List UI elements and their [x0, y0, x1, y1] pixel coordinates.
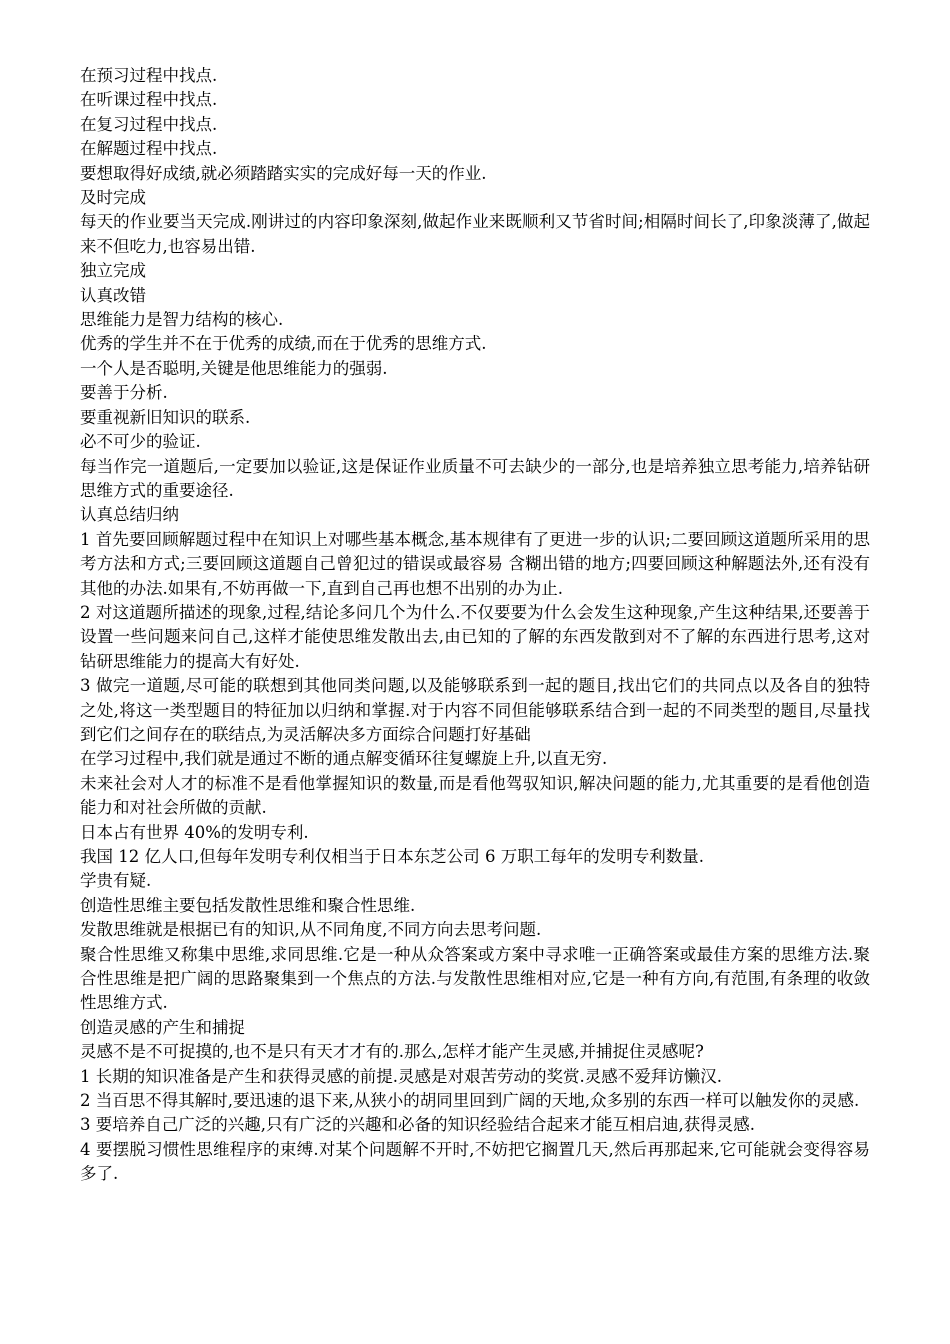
paragraph-find-points-review: 在复习过程中找点. — [80, 114, 218, 134]
list-item-summary-1: 1 首先要回顾解题过程中在知识上对哪些基本概念,基本规律有了更进一步的认识;二要回顾这道题所采用的思考方法和方式;三要回顾这道题自己曾犯过的错误或最容易 含糊出错的地方;四要回顾这种解题法外,还有没有其他的办法.如果有,不妨再做一下,直到自己再也想不出别的办为止. — [80, 529, 870, 598]
list-item-summary-3: 3 做完一道题,尽可能的联想到其他同类问题,以及能够联系到一起的题目,找出它们的共同点以及各自的独特之处,将这一类型题目的特征加以归纳和掌握.对于内容不同但能够联系结合到一起的不同类型的题目,尽量找到它们之间存在的联结点,为灵活解决多方面综合问题打好基础 — [80, 676, 870, 744]
paragraph-complete-on-time: 每天的作业要当天完成.刚讲过的内容印象深刻,做起作业来既顺利又节省时间;相隔时间长了,印象淡薄了,做起来不但吃力,也容易出错. — [80, 212, 870, 256]
paragraph-creative-thinking: 创造性思维主要包括发散性思维和聚合性思维. — [80, 895, 416, 915]
heading-question-learning: 学贵有疑. — [80, 871, 152, 891]
paragraph-learning-cycle: 在学习过程中,我们就是通过不断的通点解变循环往复螺旋上升,以直无穷. — [80, 749, 608, 769]
heading-complete-independently: 独立完成 — [80, 261, 146, 281]
list-item-inspiration-2: 2 当百思不得其解时,要迅速的退下来,从狭小的胡同里回到广阔的天地,众多别的东西一样可以触发你的灵感. — [80, 1091, 860, 1111]
paragraph-thinking-core: 思维能力是智力结构的核心. — [80, 310, 284, 330]
list-item-summary-2: 2 对这道题所描述的现象,过程,结论多问几个为什么.不仅要要为什么会发生这种现象,产生这种结果,还要善于设置一些问题来问自己,这样才能使思维发散出去,由已知的了解的东西发散到对不了解的东西进行思考,这对钻研思维能力的提高大有好处. — [80, 602, 870, 671]
heading-verification: 必不可少的验证. — [80, 432, 201, 452]
paragraph-smartness: 一个人是否聪明,关键是他思维能力的强弱. — [80, 358, 388, 378]
paragraph-china-patents: 我国 12 亿人口,但每年发明专利仅相当于日本东芝公司 6 万职工每年的发明专利数量. — [80, 847, 704, 866]
heading-complete-on-time: 及时完成 — [80, 188, 146, 208]
document-body — [80, 64, 870, 1187]
paragraph-find-points-preview: 在预习过程中找点. — [80, 66, 218, 85]
heading-summarize: 认真总结归纳 — [80, 505, 179, 525]
paragraph-future-talent: 未来社会对人才的标准不是看他掌握知识的数量,而是看他驾驭知识,解决问题的能力,尤其重要的是看他创造能力和对社会所做的贡献. — [80, 773, 870, 818]
paragraph-homework-intro: 要想取得好成绩,就必须踏踏实实的完成好每一天的作业. — [80, 163, 487, 183]
heading-correct-mistakes: 认真改错 — [80, 285, 146, 305]
list-item-inspiration-3: 3 要培养自己广泛的兴趣,只有广泛的兴趣和必备的知识经验结合起来才能互相启迪,获得灵感. — [80, 1115, 755, 1135]
list-item-inspiration-1: 1 长期的知识准备是产生和获得灵感的前提.灵感是对艰苦劳动的奖赏.灵感不爱拜访懒汉. — [80, 1066, 722, 1086]
paragraph-inspiration-intro: 灵感不是不可捉摸的,也不是只有天才才有的.那么,怎样才能产生灵感,并捕捉住灵感呢? — [80, 1042, 704, 1062]
paragraph-analysis: 要善于分析. — [80, 383, 168, 403]
paragraph-find-points-problem-solving: 在解题过程中找点. — [80, 139, 218, 159]
paragraph-verification: 每当作完一道题后,一定要加以验证,这是保证作业质量不可去缺少的一部分,也是培养独立思考能力,培养钻研思维方式的重要途径. — [80, 456, 870, 500]
paragraph-convergent-thinking: 聚合性思维又称集中思维,求同思维.它是一种从众答案或方案中寻求唯一正确答案或最佳方案的思维方法.聚合性思维是把广阔的思路聚集到一个焦点的方法.与发散性思维相对应,它是一种有方向,有范围,有条理的收敛性思维方式. — [80, 944, 870, 1013]
paragraph-knowledge-connection: 要重视新旧知识的联系. — [80, 407, 251, 427]
paragraph-excellent-students: 优秀的学生并不在于优秀的成绩,而在于优秀的思维方式. — [80, 334, 487, 354]
heading-inspiration: 创造灵感的产生和捕捉 — [80, 1017, 245, 1037]
paragraph-find-points-lecture: 在听课过程中找点. — [80, 90, 218, 110]
paragraph-japan-patents: 日本占有世界 40%的发明专利. — [80, 822, 309, 842]
list-item-inspiration-4: 4 要摆脱习惯性思维程序的束缚.对某个问题解不开时,不妨把它搁置几天,然后再那起来,它可能就会变得容易多了. — [80, 1139, 870, 1184]
paragraph-divergent-thinking: 发散思维就是根据已有的知识,从不同角度,不同方向去思考问题. — [80, 920, 542, 940]
